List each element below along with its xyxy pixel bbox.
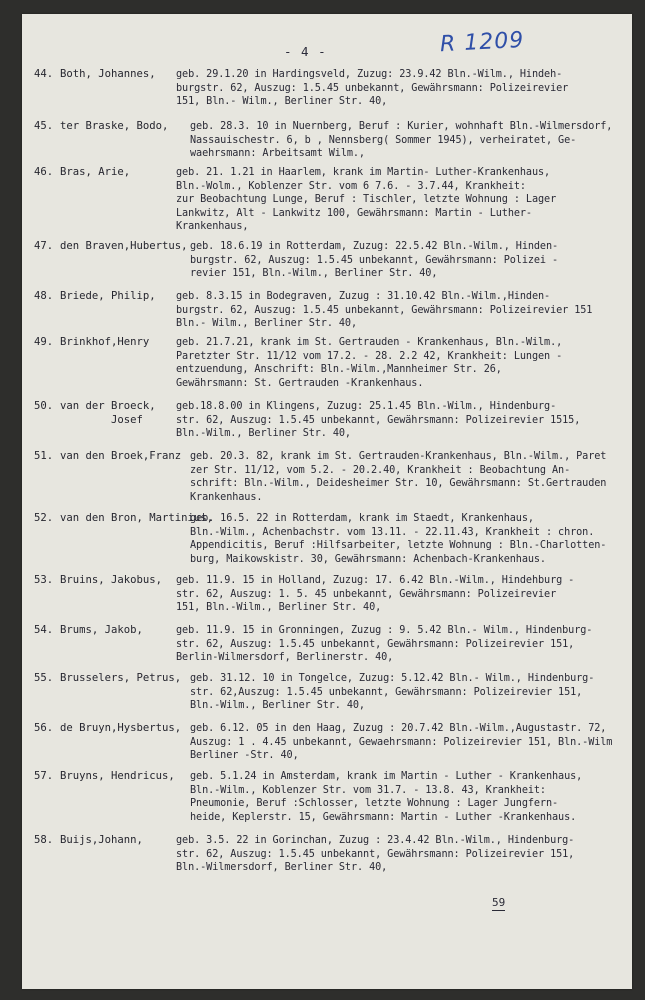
entry-number: 57. (34, 770, 54, 782)
entry-name: Briede, Philip, (60, 290, 156, 302)
entry-details: geb. 18.6.19 in Rotterdam, Zuzug: 22.5.42 Bln.-Wilm., Hinden- burgstr. 62, Auszug: 1.5.45 unbekannt, Gewährsmann: Polizei - revier 151, Bln.-Wilm., Berliner Str. 40, (190, 241, 559, 280)
entry-name: Brums, Jakob, (60, 624, 143, 636)
entry-number: 53. (34, 574, 54, 586)
entry-name: Brusselers, Petrus, (60, 672, 182, 684)
footer-page-number: 59 (492, 896, 506, 909)
entry-number: 47. (34, 240, 54, 252)
archive-reference-handwritten: R 1209 (439, 27, 525, 58)
entry-name: de Bruyn,Hysbertus, (60, 722, 182, 734)
entry-number: 51. (34, 450, 54, 462)
entry-number: 48. (34, 290, 54, 302)
entry-details: geb. 20.3. 82, krank im St. Gertrauden-Krankenhaus, Bln.-Wilm., Paret zer Str. 11/12, vom 5.2. - 20.2.40, Krankheit : Beobachtung An- schrift: Bln.-Wilm., Deidesheimer Str. 10, Gewährsmann: St.Gertrauden Krankenhaus. (190, 451, 607, 503)
entry-name: Both, Johannes, (60, 68, 156, 80)
entry-details: geb. 8.3.15 in Bodegraven, Zuzug : 31.10.42 Bln.-Wilm.,Hinden- burgstr. 62, Auszug: 1.5.45 unbekannt, Gewährsmann: Polizeirevier 151 Bln.- Wilm., Berliner Str. 40, (176, 291, 593, 330)
entry-number: 50. (34, 400, 54, 412)
entry-details: geb. 29.1.20 in Hardingsveld, Zuzug: 23.9.42 Bln.-Wilm., Hindeh- burgstr. 62, Auszug: 1.5.45 unbekannt, Gewährsmann: Polizeirevier 151, Bln.- Wilm., Berliner Str. 40, (176, 69, 569, 108)
entry-number: 56. (34, 722, 54, 734)
entry-number: 54. (34, 624, 54, 636)
entry-name: van den Broek,Franz (60, 450, 182, 462)
entry-number: 55. (34, 672, 54, 684)
entry-name: Buijs,Johann, (60, 834, 143, 846)
entry-name: Bras, Arie, (60, 166, 131, 178)
entry-details: geb. 6.12. 05 in den Haag, Zuzug : 20.7.42 Bln.-Wilm.,Augustastr. 72, Auszug: 1 . 4.45 unbekannt, Gewaehrsmann: Polizeirevier 151, Bln.-Wilm Berliner -Str. 40, (190, 723, 613, 762)
entry-number: 44. (34, 68, 54, 80)
entry-name: Brinkhof,Henry (60, 336, 150, 348)
entry-number: 45. (34, 120, 54, 132)
entry-details: geb. 21. 1.21 in Haarlem, krank im Martin- Luther-Krankenhaus, Bln.-Wolm., Koblenzer Str. vom 6 7.6. - 3.7.44, Krankheit: zur Beobachtung Lunge, Beruf : Tischler, letzte Wohnung : Lager Lankwitz, Alt - Lankwitz 100, Gewährsmann: Martin - Luther- Krankenhaus, (176, 167, 557, 233)
entry-number: 46. (34, 166, 54, 178)
entry-details: geb. 28.3. 10 in Nuernberg, Beruf : Kurier, wohnhaft Bln.-Wilmersdorf, Nassauischestr. 6, b , Nennsberg( Sommer 1945), verheiratet, Ge- waehrsmann: Arbeitsamt Wilm., (190, 121, 613, 160)
entry-details: geb. 16.5. 22 in Rotterdam, krank im Staedt, Krankenhaus, Bln.-Wilm., Achenbachstr. vom 13.11. - 22.11.43, Krankheit : chron. Appendicitis, Beruf :Hilfsarbeiter, letzte Wohnung : Bln.-Charlotten- burg, Maikowskistr. 30, Gewährsmann: Achenbach-Krankenhaus. (190, 513, 607, 565)
entry-name: ter Braske, Bodo, (60, 120, 169, 132)
entry-name: van den Bron, Martinius, (60, 512, 214, 524)
page-number: - 4 - (284, 44, 327, 59)
entry-name: Bruyns, Hendricus, (60, 770, 175, 782)
entry-details: geb. 21.7.21, krank im St. Gertrauden - Krankenhaus, Bln.-Wilm., Paretzter Str. 11/12 vom 17.2. - 28. 2.2 42, Krankheit: Lungen - entzuendung, Anschrift: Bln.-Wilm.,Mannheimer Str. 26, Gewährsmann: St. Gertrauden -Krankenhaus. (176, 337, 563, 389)
entry-details: geb. 5.1.24 in Amsterdam, krank im Martin - Luther - Krankenhaus, Bln.-Wilm., Koblenzer Str. vom 31.7. - 13.8. 43, Krankheit: Pneumonie, Beruf :Schlosser, letzte Wohnung : Lager Jungfern- heide, Keplerstr. 15, Gewährsmann: Martin - Luther -Krankenhaus. (190, 771, 583, 823)
entry-details: geb. 31.12. 10 in Tongelce, Zuzug: 5.12.42 Bln.- Wilm., Hindenburg- str. 62,Auszug: 1.5.45 unbekannt, Gewährsmann: Polizeirevier 151, Bln.-Wilm., Berliner Str. 40, (190, 673, 595, 712)
entry-details: geb.18.8.00 in Klingens, Zuzug: 25.1.45 Bln.-Wilm., Hindenburg- str. 62, Auszug: 1.5.45 unbekannt, Gewährsmann: Polizeirevier 1515, Bln.-Wilm., Berliner Str. 40, (176, 401, 581, 440)
entry-name: den Braven,Hubertus, (60, 240, 188, 252)
entry-name: van der Broeck, Josef (60, 400, 156, 426)
entry-number: 52. (34, 512, 54, 524)
entry-name: Bruins, Jakobus, (60, 574, 163, 586)
entry-details: geb. 3.5. 22 in Gorinchan, Zuzug : 23.4.42 Bln.-Wilm., Hindenburg- str. 62, Auszug: 1.5.45 unbekannt, Gewährsmann: Polizeirevier 151, Bln.-Wilmersdorf, Berliner Str. 40, (176, 835, 575, 874)
entry-details: geb. 11.9. 15 in Holland, Zuzug: 17. 6.42 Bln.-Wilm., Hindehburg - str. 62, Auszug: 1. 5. 45 unbekannt, Gewährsmann: Polizeirevier 151, Bln.-Wilm., Berliner Str. 40, (176, 575, 575, 614)
entry-number: 58. (34, 834, 54, 846)
entry-details: geb. 11.9. 15 in Gronningen, Zuzug : 9. 5.42 Bln.- Wilm., Hindenburg- str. 62, Auszug: 1.5.45 unbekannt, Gewährsmann: Polizeirevier 151, Berlin-Wilmersdorf, Berlinerstr. 40, (176, 625, 593, 664)
entry-number: 49. (34, 336, 54, 348)
